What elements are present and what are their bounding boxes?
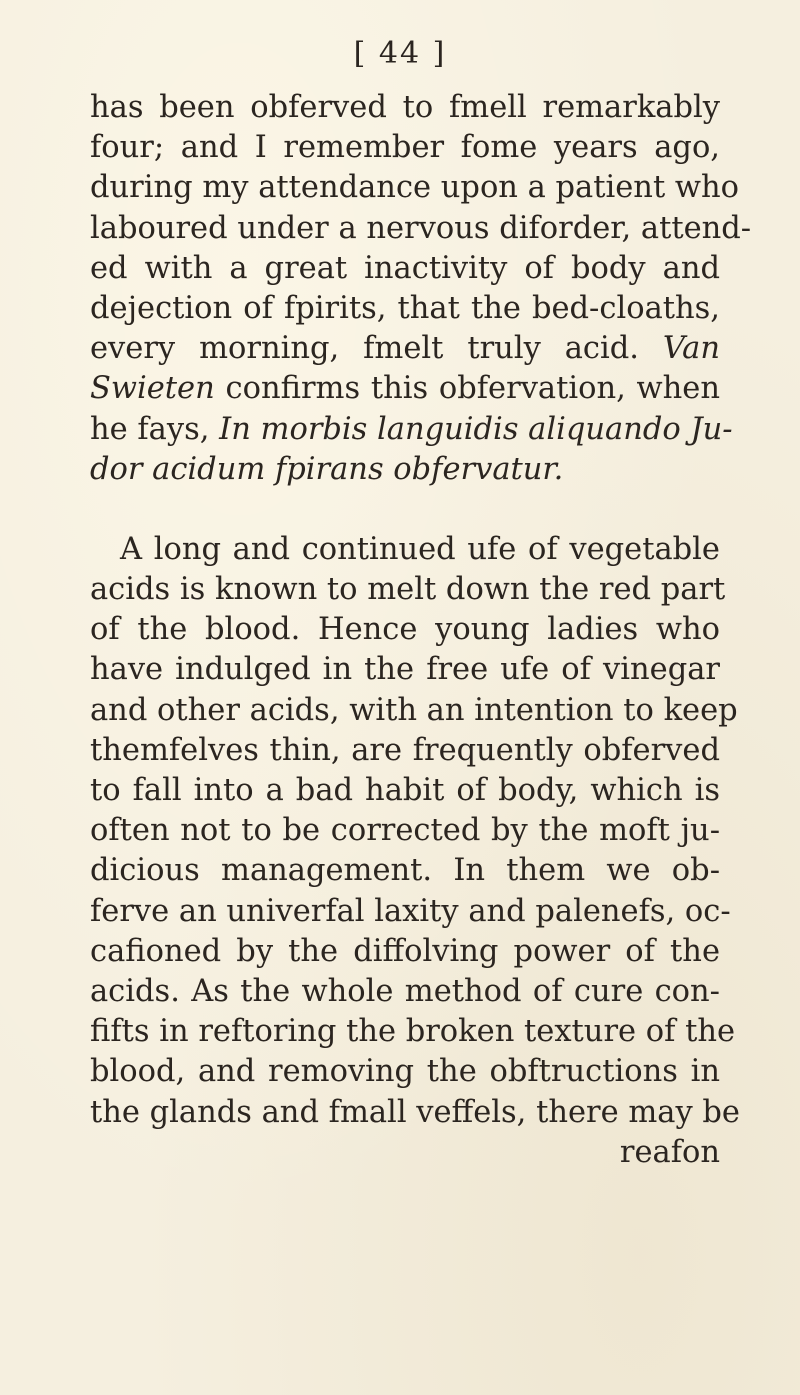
text-line: dejection of fpirits, that the bed-cloaths, xyxy=(90,290,720,326)
text-line: and other acids, with an intention to keep xyxy=(90,692,738,728)
text-line: acids is known to melt down the red part xyxy=(90,572,726,608)
catchword: reafon xyxy=(619,1134,720,1170)
text-line: has been obferved to fmell remarkably xyxy=(90,90,720,125)
latin-quote: dor acidum fpirans obfervatur. xyxy=(90,451,564,487)
text-line xyxy=(90,329,720,369)
text-line: during my attendance upon a patient who xyxy=(90,170,740,206)
body-text xyxy=(90,88,752,1173)
text-line: A long and continued ufe of vegetable xyxy=(120,531,720,567)
text-line: laboured under a nervous diforder, attend- xyxy=(90,210,752,246)
text-line: acids. As the whole method of cure con- xyxy=(90,973,720,1009)
text-line xyxy=(90,450,720,490)
text-line: cafioned by the diffolving power of the xyxy=(90,933,720,969)
text-line: ed with a great inactivity of body and xyxy=(90,250,720,286)
text-line: the glands and fmall veffels, there may be xyxy=(90,1094,740,1130)
page-number: [ 44 ] xyxy=(353,36,447,71)
text-line: four; and I remember fome years ago, xyxy=(90,130,720,166)
text-line xyxy=(90,410,733,450)
text-line: often not to be corrected by the moft ju- xyxy=(90,813,720,849)
text-segment: confirms this obfervation, when xyxy=(225,371,720,407)
text-line: have indulged in the free ufe of vinegar xyxy=(90,652,720,688)
text-segment: he fays, xyxy=(90,411,210,447)
paragraph-gap xyxy=(90,490,720,530)
text-line xyxy=(90,369,720,409)
italic-name: Swieten xyxy=(90,371,215,407)
text-line: of the blood. Hence young ladies who xyxy=(90,612,720,648)
text-line: ferve an univerfal laxity and palenefs, oc- xyxy=(90,893,731,929)
text-line: themfelves thin, are frequently obferved xyxy=(90,732,720,768)
text-line: fifts in reftoring the broken texture of the xyxy=(90,1014,736,1050)
latin-quote: In morbis languidis aliquando Ju- xyxy=(219,411,733,447)
text-line: dicious management. In them we ob- xyxy=(90,853,720,889)
text-line: blood, and removing the obftructions in xyxy=(90,1054,720,1090)
paragraph-1 xyxy=(90,88,752,490)
paragraph-2 xyxy=(90,530,740,1173)
italic-name: Van xyxy=(662,331,720,367)
text-segment: every morning, fmelt truly acid. xyxy=(90,331,639,367)
text-line: to fall into a bad habit of body, which is xyxy=(90,773,720,808)
